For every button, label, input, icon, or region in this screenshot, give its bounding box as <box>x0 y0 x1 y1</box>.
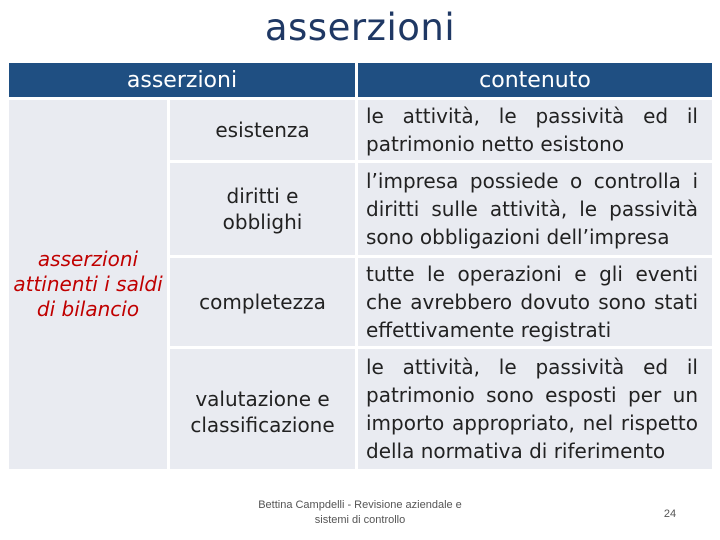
header-asserzioni: asserzioni <box>9 63 355 97</box>
content-text: l’impresa possiede o controlla i diritti sulle attività, le passività sono obbligazioni dell’impresa <box>366 169 698 249</box>
content-valutazione <box>358 349 712 469</box>
slide-title: asserzioni <box>264 6 456 49</box>
assertion-label: completezza <box>199 290 326 314</box>
content-text: le attività, le passività ed il patrimonio sono esposti per un importo appropriato, nel rispetto della normativa di riferimento <box>366 355 698 463</box>
assertion-completezza <box>170 258 355 346</box>
content-text: le attività, le passività ed il patrimonio netto esistono <box>366 104 698 156</box>
assertion-label: valutazione e classificazione <box>190 387 335 437</box>
content-diritti-obblighi <box>358 163 712 255</box>
page-number: 24 <box>663 508 677 520</box>
assertion-label: esistenza <box>215 118 310 142</box>
content-text: tutte le operazioni e gli eventi che avrebbero dovuto sono stati effettivamente registrati <box>366 262 698 342</box>
assertion-diritti-obblighi <box>170 163 355 255</box>
footer-credit: Bettina Campdelli - Revisione aziendale e sistemi di controllo <box>258 499 462 526</box>
assertion-valutazione <box>170 349 355 469</box>
category-label: asserzioni attinenti i saldi di bilancio <box>13 247 163 321</box>
assertion-label: diritti e obblighi <box>222 184 303 234</box>
content-completezza <box>358 258 712 346</box>
assertion-esistenza <box>170 100 355 160</box>
content-esistenza <box>358 100 712 160</box>
category-cell <box>9 100 167 469</box>
header-contenuto: contenuto <box>358 63 712 97</box>
